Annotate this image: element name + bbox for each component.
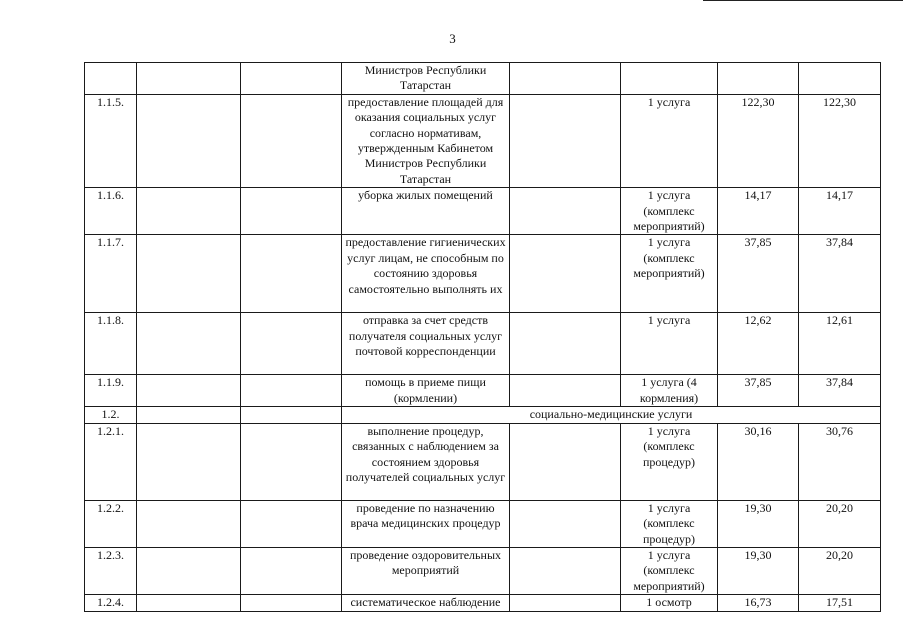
table-row	[85, 500, 881, 547]
empty-cell	[137, 547, 241, 594]
empty-cell	[241, 63, 342, 95]
service-name: уборка жилых помещений	[342, 188, 510, 235]
unit-cell: 1 услуга (комплекс мероприятий)	[621, 188, 718, 235]
service-name: отправка за счет средств получателя социальных услуг почтовой корреспонденции	[342, 313, 510, 375]
table-row	[85, 423, 881, 500]
value-2: 30,76	[799, 423, 881, 500]
unit-cell: 1 услуга (комплекс мероприятий)	[621, 235, 718, 313]
value-1: 122,30	[718, 94, 799, 187]
value-1: 16,73	[718, 595, 799, 611]
value-2: 20,20	[799, 547, 881, 594]
row-number: 1.1.8.	[85, 313, 137, 375]
empty-cell	[510, 63, 621, 95]
unit-cell: 1 услуга	[621, 94, 718, 187]
table-row	[85, 63, 881, 95]
value-1	[718, 63, 799, 95]
table-row	[85, 595, 881, 611]
table-row	[85, 375, 881, 407]
service-name: Министров Республики Татарстан	[342, 63, 510, 95]
empty-cell	[510, 235, 621, 313]
empty-cell	[241, 235, 342, 313]
empty-cell	[510, 595, 621, 611]
table-row	[85, 188, 881, 235]
value-2	[799, 63, 881, 95]
value-2: 14,17	[799, 188, 881, 235]
empty-cell	[137, 500, 241, 547]
unit-cell: 1 услуга (комплекс мероприятий)	[621, 547, 718, 594]
empty-cell	[510, 94, 621, 187]
section-title: социально-медицинские услуги	[342, 407, 881, 423]
unit-cell: 1 услуга (комплекс процедур)	[621, 500, 718, 547]
empty-cell	[241, 423, 342, 500]
value-2: 17,51	[799, 595, 881, 611]
unit-cell	[621, 63, 718, 95]
empty-cell	[137, 423, 241, 500]
value-1: 37,85	[718, 235, 799, 313]
value-1: 37,85	[718, 375, 799, 407]
table-row	[85, 235, 881, 313]
empty-cell	[241, 595, 342, 611]
value-2: 122,30	[799, 94, 881, 187]
services-table	[84, 62, 881, 612]
service-name: выполнение процедур, связанных с наблюдением за состоянием здоровья получателей социальных услуг	[342, 423, 510, 500]
row-number: 1.2.	[85, 407, 137, 423]
service-name: проведение оздоровительных мероприятий	[342, 547, 510, 594]
empty-cell	[241, 547, 342, 594]
page-number: 3	[449, 31, 456, 46]
empty-cell	[510, 188, 621, 235]
row-number: 1.2.1.	[85, 423, 137, 500]
row-number: 1.1.6.	[85, 188, 137, 235]
empty-cell	[241, 500, 342, 547]
empty-cell	[241, 375, 342, 407]
value-2: 12,61	[799, 313, 881, 375]
row-number: 1.1.5.	[85, 94, 137, 187]
section-row	[85, 407, 881, 423]
service-name: проведение по назначению врача медицинских процедур	[342, 500, 510, 547]
value-1: 14,17	[718, 188, 799, 235]
row-number: 1.1.7.	[85, 235, 137, 313]
value-2: 37,84	[799, 375, 881, 407]
empty-cell	[241, 313, 342, 375]
value-1: 30,16	[718, 423, 799, 500]
value-2: 37,84	[799, 235, 881, 313]
empty-cell	[510, 547, 621, 594]
empty-cell	[241, 407, 342, 423]
empty-cell	[241, 94, 342, 187]
empty-cell	[510, 313, 621, 375]
empty-cell	[137, 375, 241, 407]
unit-cell: 1 услуга	[621, 313, 718, 375]
service-name: систематическое наблюдение	[342, 595, 510, 611]
empty-cell	[137, 235, 241, 313]
table-row	[85, 313, 881, 375]
empty-cell	[137, 595, 241, 611]
service-name: предоставление гигиенических услуг лицам, не способным по состоянию здоровья самостоятельно выполнять их	[342, 235, 510, 313]
value-2: 20,20	[799, 500, 881, 547]
row-number: 1.2.2.	[85, 500, 137, 547]
empty-cell	[510, 375, 621, 407]
row-number: 1.2.3.	[85, 547, 137, 594]
row-number: 1.1.9.	[85, 375, 137, 407]
top-rule	[703, 0, 903, 1]
empty-cell	[137, 63, 241, 95]
empty-cell	[137, 407, 241, 423]
empty-cell	[241, 188, 342, 235]
value-1: 12,62	[718, 313, 799, 375]
row-number: 1.2.4.	[85, 595, 137, 611]
empty-cell	[510, 423, 621, 500]
value-1: 19,30	[718, 500, 799, 547]
unit-cell: 1 услуга (4 кормления)	[621, 375, 718, 407]
service-name: предоставление площадей для оказания социальных услуг согласно нормативам, утвержденным Кабинетом Министров Республики Татарстан	[342, 94, 510, 187]
unit-cell: 1 услуга (комплекс процедур)	[621, 423, 718, 500]
table-row	[85, 547, 881, 594]
empty-cell	[137, 94, 241, 187]
service-name: помощь в приеме пищи (кормлении)	[342, 375, 510, 407]
row-number	[85, 63, 137, 95]
empty-cell	[137, 313, 241, 375]
empty-cell	[510, 500, 621, 547]
empty-cell	[137, 188, 241, 235]
unit-cell: 1 осмотр	[621, 595, 718, 611]
value-1: 19,30	[718, 547, 799, 594]
table-row	[85, 94, 881, 187]
